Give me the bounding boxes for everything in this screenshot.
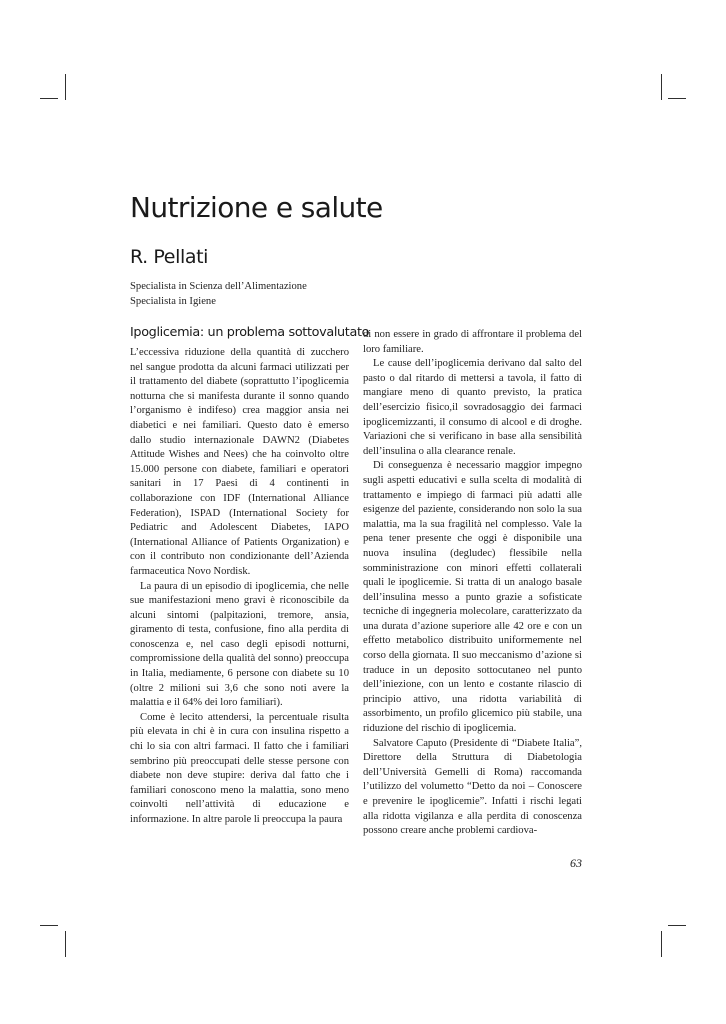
paragraph: Di conseguenza è necessario maggior impegno sugli aspetti educativi e sulla scelta di modalità di trattamento e impiego di farmaci più adatti alle esigenze del paziente, considerando non solo la sua malattia, ma la sua fragilità nel complesso. Vale la pena tener presente che oggi è disponibile una nuova insulina (degludec) flessibile nella somministrazione con minori effetti collaterali quali le ipoglicemie. Si tratta di un analogo basale dell’insulina messo a punto grazie a sofisticate tecniche di ingegneria molecolare, caratterizzato da una durata d’azione superiore alle 42 ore e con un effetto metabolico distribuito uniformemente nel corso della giornata. Il suo meccanismo d’azione si traduce in un deposito sottocutaneo nel punto dell’iniezione, con un lento e costante rilascio di principio attivo, una ridotta variabilità di assorbimento, un profilo glicemico più stabile, una riduzione del rischio di ipoglicemia. (363, 460, 582, 735)
crop-mark-top-right-vertical (661, 74, 662, 100)
paragraph: di non essere in grado di affrontare il problema del loro familiare. (363, 329, 582, 355)
affiliation-line: Specialista in Igiene (130, 296, 216, 307)
crop-mark-bottom-right-vertical (661, 931, 662, 957)
crop-mark-top-left-horizontal (40, 98, 58, 99)
section-heading: Ipoglicemia: un problema sottovalutato (130, 325, 370, 340)
paragraph: La paura di un episodio di ipoglicemia, che nelle sue manifestazioni meno gravi è riconoscibile da alcuni sintomi (palpitazioni, tremore, ansia, giramento di testa, confusione, fino alla perdita di conoscenza e, nel caso degli episodi notturni, compromissione della qualità del sonno) preoccupa in Italia, mediamente, 6 persone con diabete su 10 (oltre 2 milioni sui 3,6 che sono noti avere la malattia e il 64% dei loro familiari). (130, 580, 349, 709)
paragraph: Come è lecito attendersi, la percentuale risulta più elevata in chi è in cura con insulina rispetto a chi lo sia con altri farmaci. Il fatto che i familiari sembrino più preoccupati delle stesse persone con diabete non deve stupire: deriva dal fatto che i familiari conoscono meno la malattia, sono meno coinvolti nell’attività di educazione e informazione. In altre parole li preoccupa la paura (130, 711, 349, 825)
crop-mark-top-left-vertical (65, 74, 66, 100)
crop-mark-bottom-left-horizontal (40, 925, 58, 926)
left-text-column (130, 346, 349, 828)
crop-mark-bottom-left-vertical (65, 931, 66, 957)
author-affiliations (130, 279, 307, 309)
crop-mark-top-right-horizontal (668, 98, 686, 99)
affiliation-line: Specialista in Scienza dell’Alimentazione (130, 281, 307, 292)
paragraph: Le cause dell’ipoglicemia derivano dal salto del pasto o dal ritardo di mettersi a tavola, il fatto di mangiare meno di quanto previsto, la pratica dell’esercizio fisico,il sovradosaggio dei farmaci ipoglicemizzanti, il consumo di alcool e di droghe. Variazioni che si verificano in base alla sensibilità dell’insulina o alla clearance renale. (363, 358, 582, 457)
article-author: R. Pellati (130, 246, 209, 268)
article-title: Nutrizione e salute (130, 191, 383, 224)
paragraph: Salvatore Caputo (Presidente di “Diabete Italia”, Direttore della Struttura di Diabetologia dell’Università Gemelli di Roma) raccomanda l’utilizzo del volumetto “Detto da noi – Conoscere e prevenire le ipoglicemie”. Infatti i rischi legati alla ridotta vigilanza e alla perdita di conoscenza possono creare anche problemi cardiova- (363, 737, 582, 837)
right-text-column (363, 328, 582, 839)
crop-mark-bottom-right-horizontal (668, 925, 686, 926)
page-number: 63 (570, 856, 582, 870)
paragraph: L’eccessiva riduzione della quantità di zucchero nel sangue prodotta da alcuni farmaci utilizzati per il trattamento del diabete (soprattutto l’ipoglicemia notturna che si manifesta durante il sonno quando l’organismo è indifeso) crea maggior ansia nei diabetici e nei familiari. Questo dato è emerso dallo studio internazionale DAWN2 (Diabetes Attitude Wishes and Nees) che ha coinvolto oltre 15.000 persone con diabete, familiari e operatori sanitari in 17 Paesi di 4 continenti in collaborazione con IDF (International Alliance Federation), ISPAD (International Society for Pediatric and Adolescent Diabetes, IAPO (International Alliance of Patients Organization) e con il contributo non condizionante dell’Azienda farmaceutica Novo Nordisk. (130, 347, 349, 577)
